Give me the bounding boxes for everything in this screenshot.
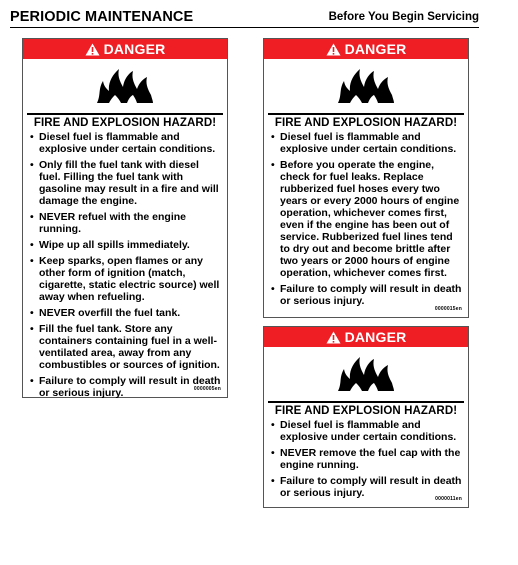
list-item: • Wipe up all spills immediately. (30, 239, 221, 251)
list-item: • Fill the fuel tank. Store any containers containing fuel in a well-ventilated area, away from any combustibles or sources of ignition. (30, 323, 221, 371)
list-item: • Before you operate the engine, check for fuel leaks. Replace rubberized fuel hoses every two years or every 2000 hours of engine operation, whichever comes first, even if the engine has been out of service. Rubberized fuel lines tend to dry out and become brittle after two years or 2000 hours of engine operation, whichever comes first. (271, 159, 462, 279)
danger-panel-1 (22, 38, 228, 398)
list-item: • Keep sparks, open flames or any other form of ignition (match, cigarette, static electric source) well away when refueling. (30, 255, 221, 303)
label-code: 0000005en (193, 386, 221, 392)
warning-triangle-icon (85, 43, 100, 56)
list-item: • NEVER remove the fuel cap with the engine running. (271, 447, 462, 471)
danger-panel-3 (263, 326, 469, 508)
list-item: • Diesel fuel is flammable and explosive under certain conditions. (30, 131, 221, 155)
danger-label: DANGER (103, 41, 166, 57)
label-code: 0000015en (434, 306, 462, 312)
list-item: • NEVER overfill the fuel tank. (30, 307, 221, 319)
hazard-title: FIRE AND EXPLOSION HAZARD! (268, 401, 464, 417)
danger-label: DANGER (344, 329, 407, 345)
hazard-list (264, 419, 468, 499)
hazard-title: FIRE AND EXPLOSION HAZARD! (268, 113, 464, 129)
label-code: 0000011en (435, 496, 462, 502)
subsection-title: Before You Begin Servicing (328, 11, 479, 23)
fire-flame-icon (95, 65, 155, 105)
warning-triangle-icon (326, 331, 341, 344)
danger-panel-2 (263, 38, 469, 318)
fire-flame-icon (336, 65, 396, 105)
danger-banner (264, 327, 468, 347)
danger-label: DANGER (344, 41, 407, 57)
danger-banner (264, 39, 468, 59)
list-item: • Failure to comply will result in death or serious injury. (30, 375, 221, 399)
list-item: • NEVER refuel with the engine running. (30, 211, 221, 235)
list-item: • Failure to comply will result in death or serious injury. (271, 283, 462, 307)
page-header (10, 9, 479, 28)
list-item: • Diesel fuel is flammable and explosive under certain conditions. (271, 419, 462, 443)
hazard-list (264, 131, 468, 307)
hazard-title: FIRE AND EXPLOSION HAZARD! (27, 113, 223, 129)
list-item: • Failure to comply will result in death or serious injury. (271, 475, 462, 499)
list-item: • Only fill the fuel tank with diesel fuel. Filling the fuel tank with gasoline may result in a fire and will damage the engine. (30, 159, 221, 207)
section-title: PERIODIC MAINTENANCE (10, 9, 194, 25)
warning-triangle-icon (326, 43, 341, 56)
fire-flame-icon (336, 353, 396, 393)
list-item: • Diesel fuel is flammable and explosive under certain conditions. (271, 131, 462, 155)
hazard-list (23, 131, 227, 399)
danger-banner (23, 39, 227, 59)
